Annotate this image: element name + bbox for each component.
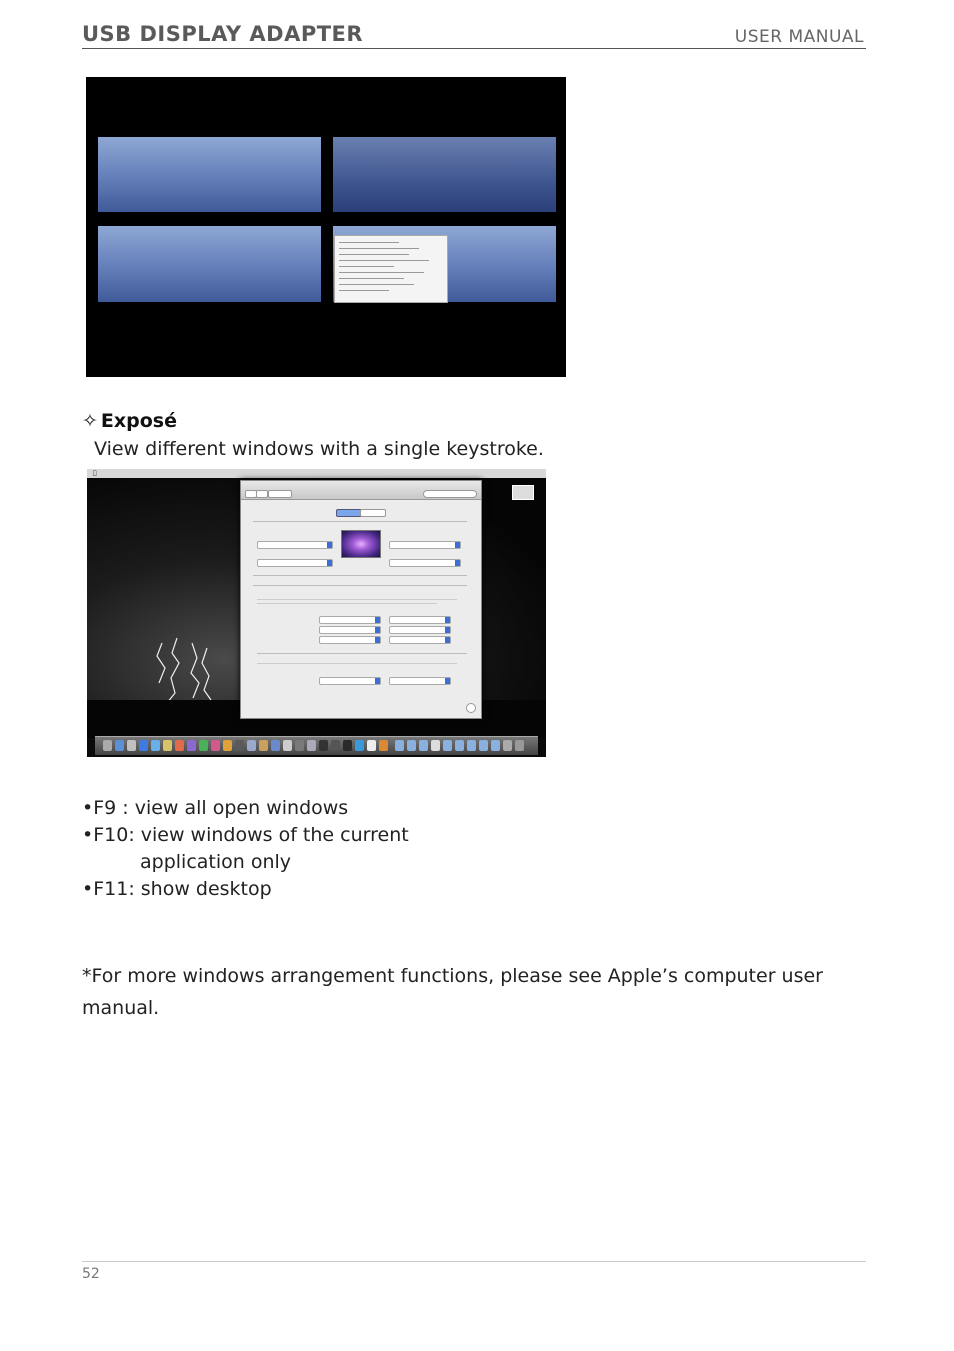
menu-bar	[87, 469, 546, 478]
space-tile	[98, 226, 221, 302]
window-titlebar	[241, 481, 481, 500]
spaces-screenshot	[86, 77, 566, 377]
section-description: View different windows with a single keystroke.	[94, 438, 544, 460]
footer-divider	[82, 1261, 866, 1262]
space-tile	[98, 137, 221, 212]
shortcut-list	[82, 795, 409, 903]
list-item: •F10: view windows of the current	[82, 824, 409, 846]
list-item: •F11: show desktop	[82, 878, 272, 900]
page-header	[82, 22, 866, 49]
preferences-window	[240, 480, 482, 719]
page-number: 52	[82, 1266, 100, 1282]
dock	[95, 736, 538, 755]
heading-text: Exposé	[100, 410, 178, 432]
space-tile	[458, 137, 556, 212]
preview-image	[341, 530, 381, 558]
header-title: USB DISPLAY ADAPTER	[82, 22, 364, 46]
expose-preferences-screenshot	[87, 469, 546, 757]
list-item: •F9 : view all open windows	[82, 797, 349, 819]
space-tile	[333, 137, 458, 212]
footnote: *For more windows arrangement functions, please see Apple’s computer user manual.	[82, 965, 823, 1019]
space-tile	[221, 226, 321, 302]
screenshot-file-icon	[512, 485, 534, 500]
header-subtitle: USER MANUAL	[734, 27, 864, 47]
star-icon: ✧	[82, 410, 98, 432]
mini-window	[334, 235, 448, 303]
list-item-continuation: application only	[140, 851, 292, 873]
section-heading	[82, 410, 177, 432]
space-tile	[458, 226, 556, 302]
space-tile	[221, 137, 321, 212]
